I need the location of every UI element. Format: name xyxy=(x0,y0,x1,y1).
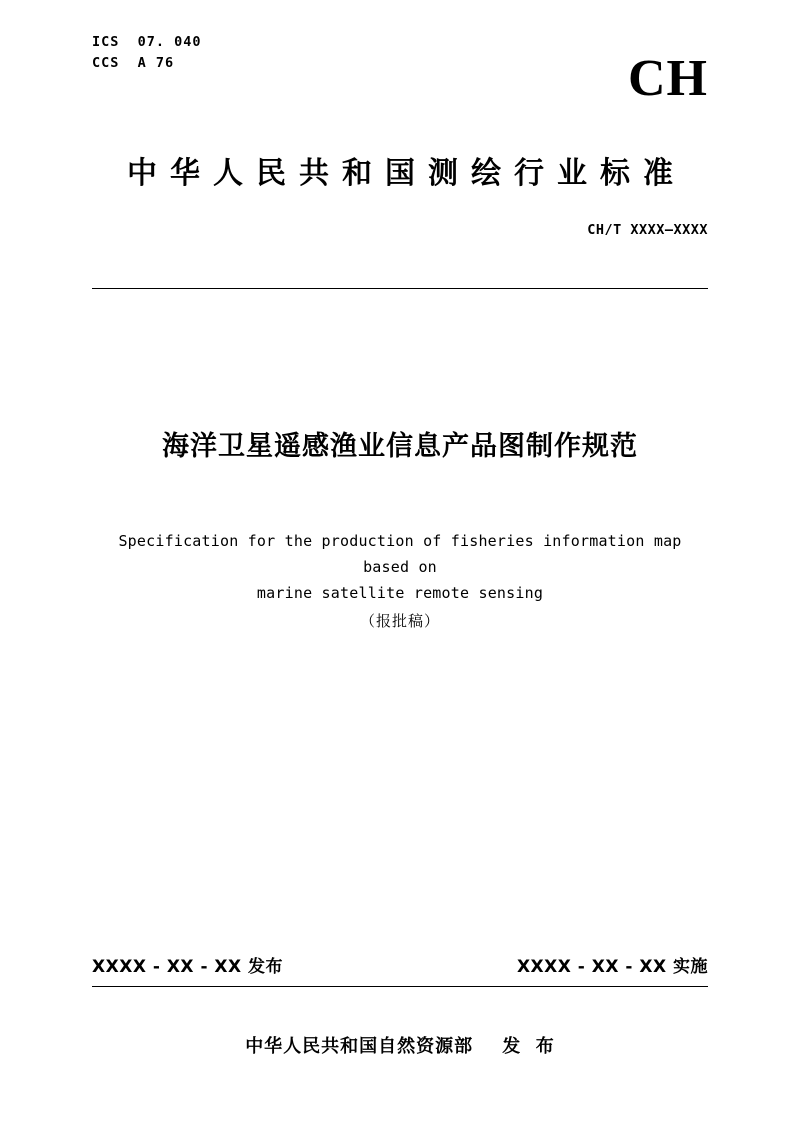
national-standard-title: 中华人民共和国测绘行业标准 xyxy=(127,156,686,191)
divider-top xyxy=(92,288,708,289)
document-title-chinese: 海洋卫星遥感渔业信息产品图制作规范 xyxy=(162,431,638,462)
document-title-english-line1: Specification for the production of fisheries information map based on xyxy=(118,532,682,576)
ch-logo: CH xyxy=(628,50,708,107)
ccs-code: CCS A 76 xyxy=(92,55,175,71)
ics-code: ICS 07. 040 xyxy=(92,34,202,50)
implementation-date: XXXX - XX - XX 实施 xyxy=(516,957,708,977)
standard-number: CH/T XXXX—XXXX xyxy=(587,222,708,238)
document-title-english-line2: marine satellite remote sensing xyxy=(256,584,544,602)
release-date: XXXX - XX - XX 发布 xyxy=(92,957,284,977)
publisher-line: 中华人民共和国自然资源部 发 布 xyxy=(245,1036,555,1057)
document-title-english xyxy=(92,528,708,606)
divider-bottom xyxy=(92,986,708,987)
classification-codes xyxy=(92,32,202,74)
draft-status: （报批稿） xyxy=(359,612,440,630)
footer-dates xyxy=(92,952,708,977)
